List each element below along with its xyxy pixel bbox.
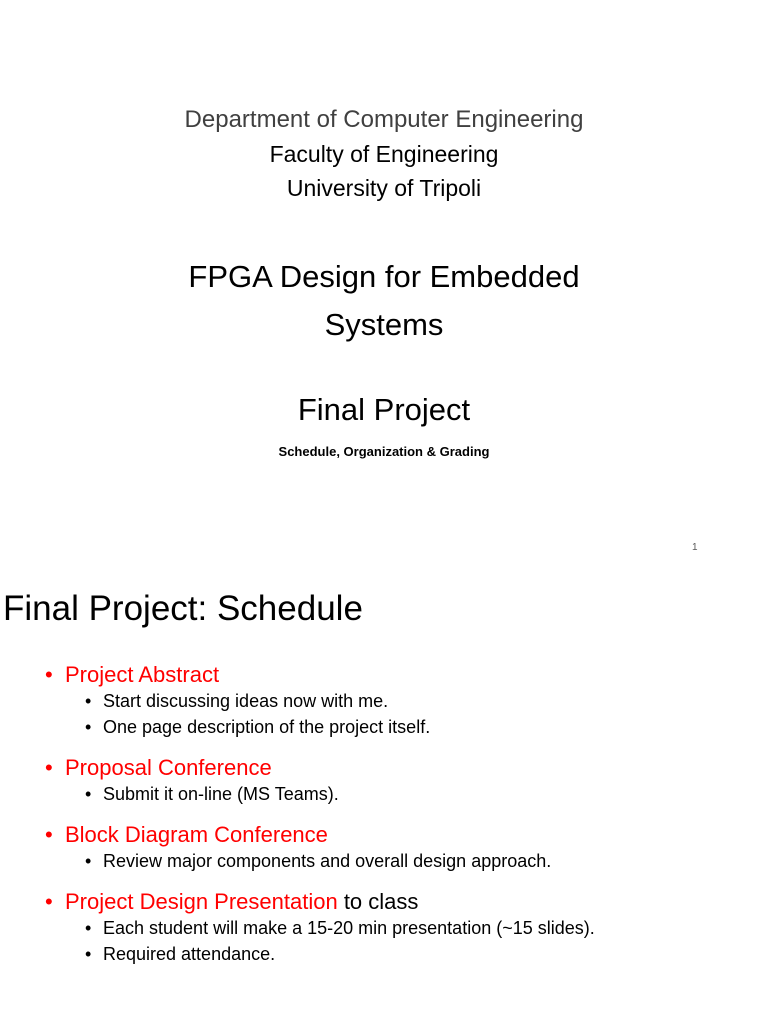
page-number: 1 [692,542,698,553]
sub-bullet-list [45,688,595,740]
schedule-slide [0,576,768,1024]
sub-bullet-item [45,848,595,874]
faculty-name: Faculty of Engineering [269,141,499,167]
bullet-icon: • [85,717,92,737]
sub-bullet-text: Required attendance. [103,944,276,964]
slide-subtitle: Schedule, Organization & Grading [278,444,490,459]
schedule-item-label-tail: to class [337,889,419,914]
sub-bullet-text: Start discussing ideas now with me. [103,691,389,711]
schedule-item-heading [45,662,595,688]
sub-bullet-item [45,714,595,740]
bullet-icon: • [45,755,53,780]
sub-bullet-item [45,688,595,714]
bullet-icon: • [45,822,53,847]
department-name: Department of Computer Engineering [184,106,584,133]
sub-bullet-list [45,848,595,874]
sub-bullet-list [45,781,595,807]
sub-bullet-text: Submit it on-line (MS Teams). [103,784,339,804]
bullet-icon: • [85,918,92,938]
bullet-icon: • [85,944,92,964]
course-title-line-1: FPGA Design for Embedded [188,259,580,294]
schedule-item-label: Proposal Conference [65,755,272,780]
course-title-line-2: Systems [324,307,444,342]
schedule-item [45,889,595,967]
schedule-item [45,755,595,807]
schedule-list [45,662,595,982]
schedule-item-heading [45,755,595,781]
bullet-icon: • [45,662,53,687]
sub-bullet-text: Each student will make a 15-20 min presentation (~15 slides). [103,918,595,938]
bullet-icon: • [45,889,53,914]
schedule-item-label: Block Diagram Conference [65,822,328,847]
schedule-item [45,822,595,874]
course-title [0,253,768,349]
schedule-item-heading [45,822,595,848]
bullet-icon: • [85,691,92,711]
sub-bullet-list [45,915,595,967]
schedule-item [45,662,595,740]
schedule-item-heading [45,889,595,915]
slide-title: Final Project: Schedule [3,589,363,628]
project-title: Final Project [297,392,471,427]
bullet-icon: • [85,851,92,871]
bullet-icon: • [85,784,92,804]
sub-bullet-item [45,915,595,941]
schedule-item-label: Project Design Presentation [65,889,338,914]
schedule-item-label: Project Abstract [65,662,220,687]
sub-bullet-text: One page description of the project itself. [103,717,431,737]
university-name: University of Tripoli [286,175,482,201]
sub-bullet-text: Review major components and overall design approach. [103,851,552,871]
sub-bullet-item [45,941,595,967]
sub-bullet-item [45,781,595,807]
